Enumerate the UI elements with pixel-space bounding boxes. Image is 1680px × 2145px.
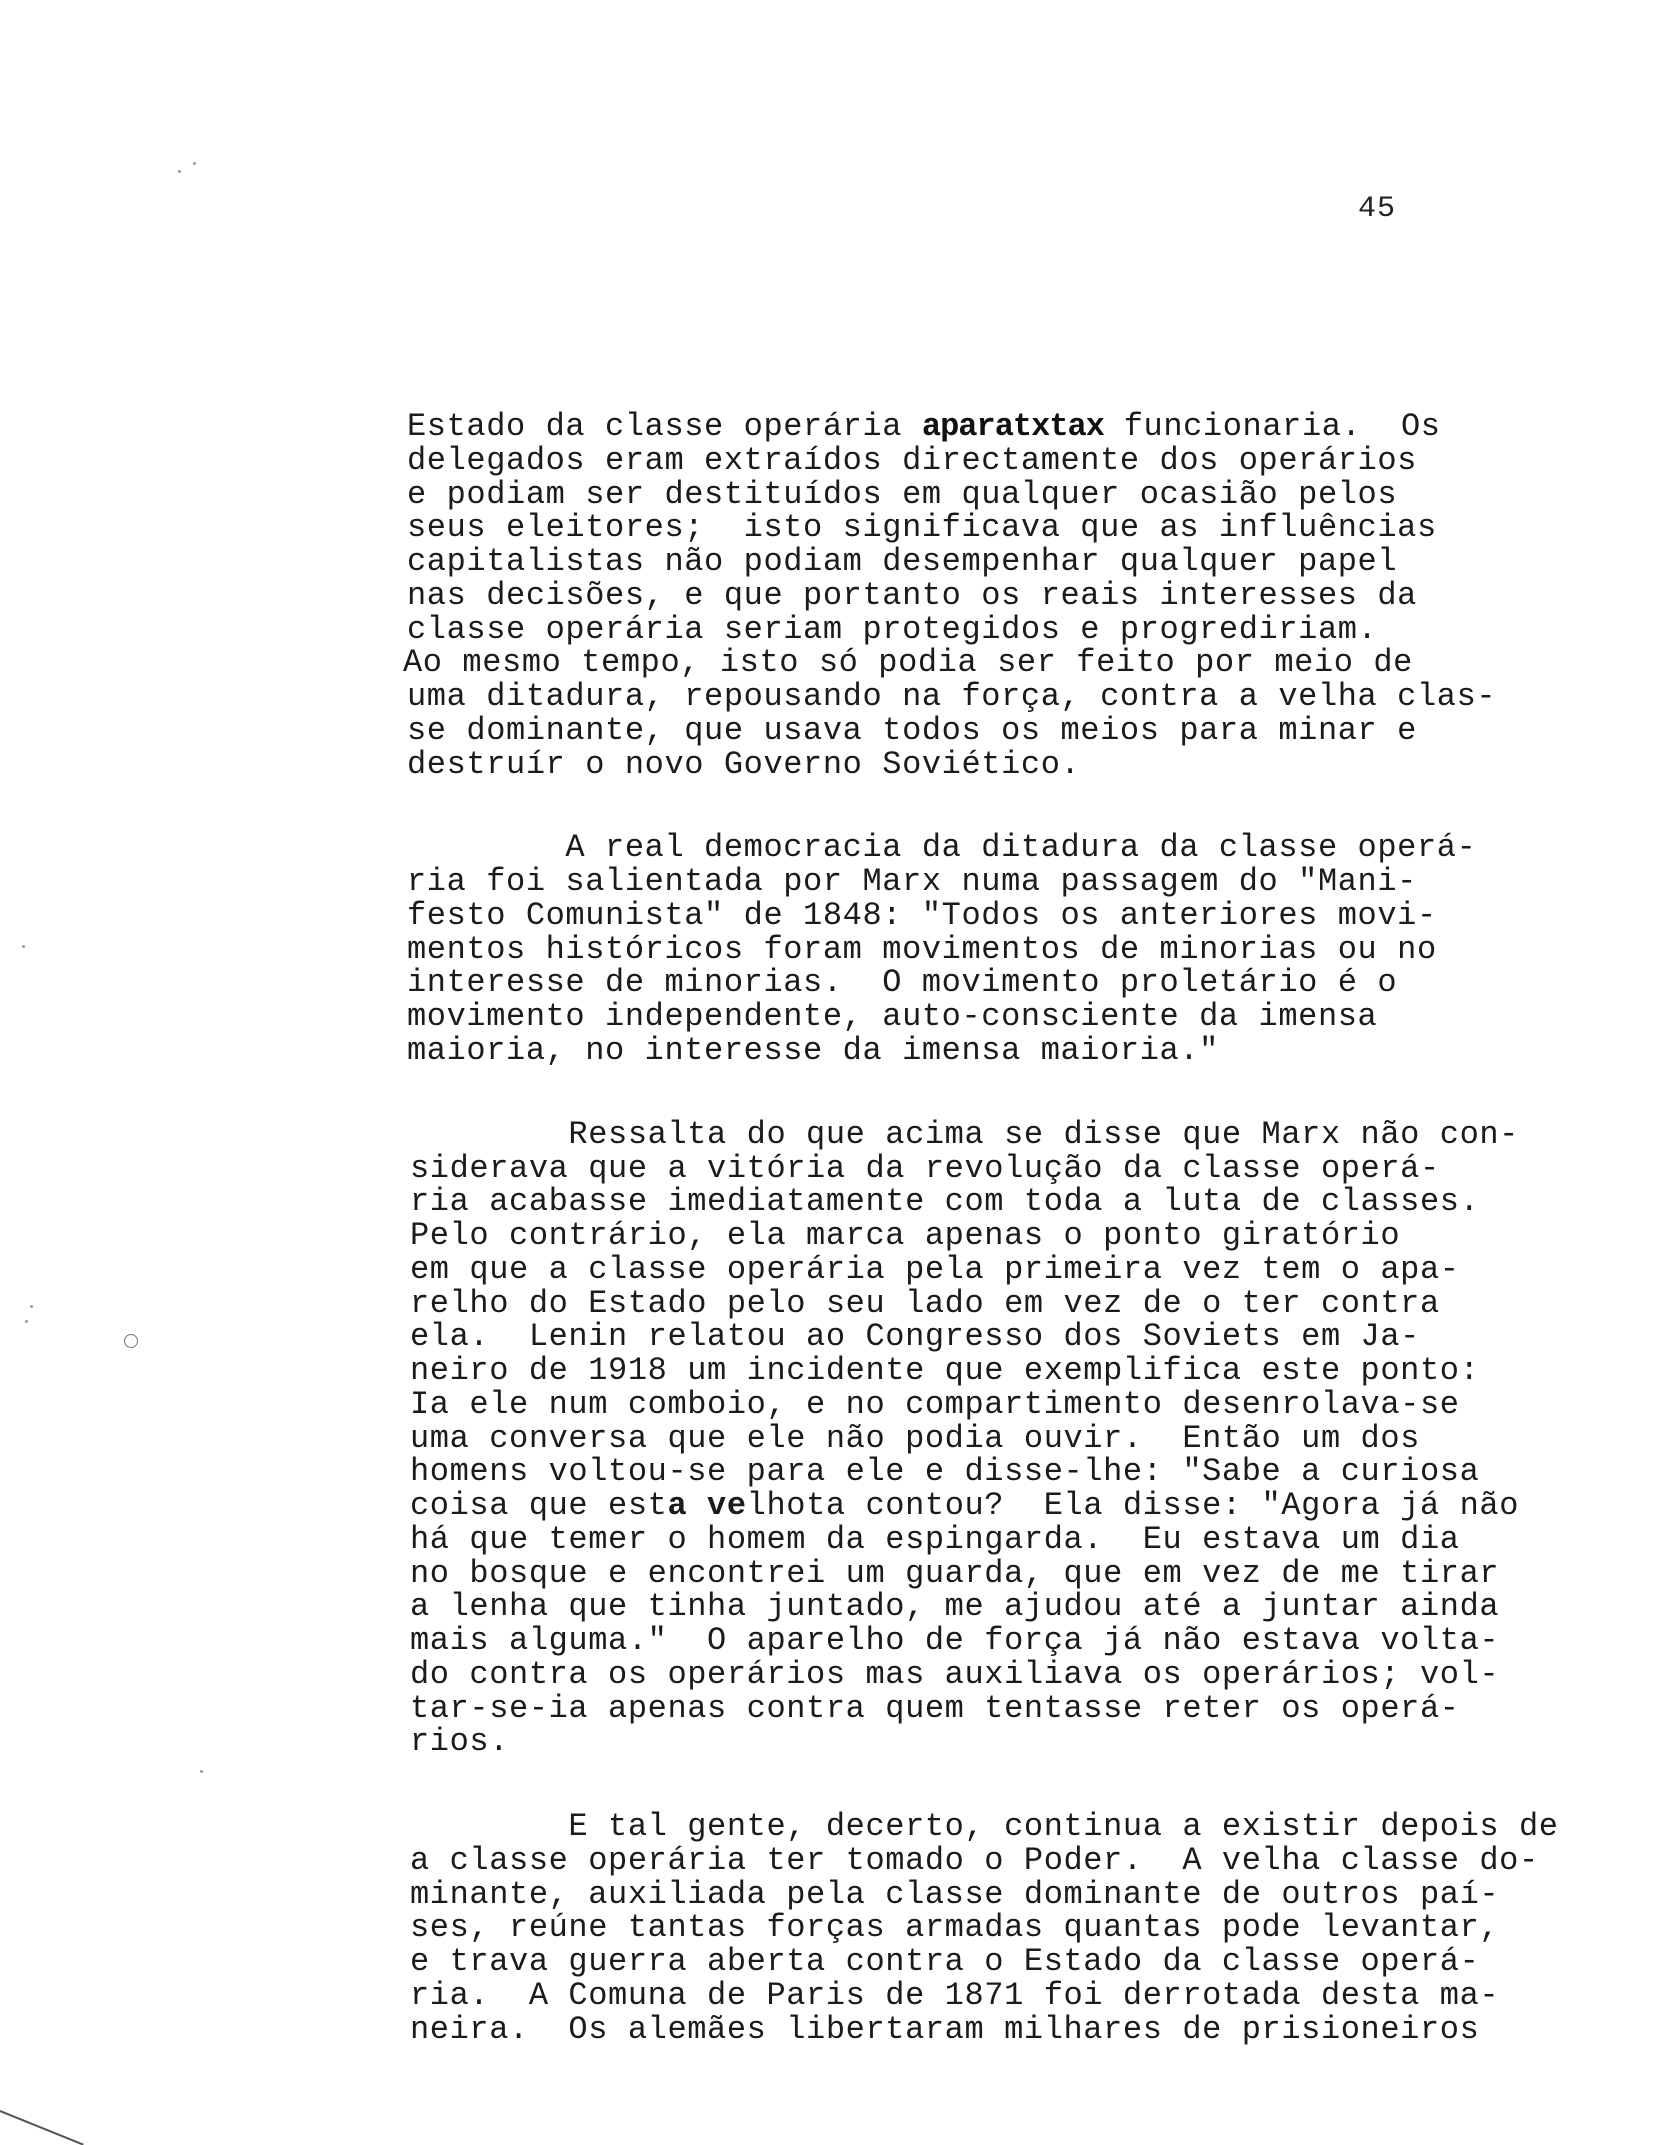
text-line: delegados eram extraídos directamente dos operários xyxy=(407,442,1417,479)
text-line: Ia ele num comboio, e no compartimento desenrolava-se xyxy=(410,1386,1460,1423)
scan-speck xyxy=(178,170,181,173)
scan-speck xyxy=(200,1770,203,1773)
text-line: siderava que a vitória da revolução da classe operá- xyxy=(410,1150,1440,1187)
text-line: festo Comunista" de 1848: "Todos os anteriores movi- xyxy=(407,897,1437,934)
text-line: Pelo contrário, ela marca apenas o ponto giratório xyxy=(410,1217,1401,1254)
text-line: em que a classe operária pela primeira vez tem o apa- xyxy=(410,1251,1460,1288)
text-line: homens voltou-se para ele e disse-lhe: "Sabe a curiosa xyxy=(410,1453,1480,1490)
scan-speck xyxy=(25,1320,28,1323)
text-line: tar-se-ia apenas contra quem tentasse reter os operá- xyxy=(410,1690,1460,1727)
text-line: minante, auxiliada pela classe dominante de outros paí- xyxy=(410,1876,1500,1913)
overtyped-letters: a ve xyxy=(667,1487,747,1524)
text-line xyxy=(407,410,1441,444)
text-line xyxy=(410,1489,1519,1523)
text-line: E tal gente, decerto, continua a existir depois de xyxy=(410,1808,1559,1845)
text-line: capitalistas não podiam desempenhar qualquer papel xyxy=(407,543,1398,580)
text-line: mentos históricos foram movimentos de minorias ou no xyxy=(407,931,1437,968)
text-line: uma ditadura, repousando na força, contra a velha clas- xyxy=(407,678,1497,715)
text-line: ria. A Comuna de Paris de 1871 foi derrotada desta ma- xyxy=(410,1977,1500,2014)
text-line: ela. Lenin relatou ao Congresso dos Soviets em Ja- xyxy=(410,1318,1420,1355)
text-line: há que temer o homem da espingarda. Eu estava um dia xyxy=(410,1521,1460,1558)
text-line: classe operária seriam protegidos e progrediriam. xyxy=(407,611,1378,648)
text-line: mais alguma." O aparelho de força já não estava volta- xyxy=(410,1622,1500,1659)
scan-speck xyxy=(30,1305,33,1308)
text-line: no bosque e encontrei um guarda, que em vez de me tirar xyxy=(410,1555,1500,1592)
scan-speck xyxy=(193,162,196,165)
text-line: e trava guerra aberta contra o Estado da classe operá- xyxy=(410,1943,1480,1980)
text-line: A real democracia da ditadura da classe operá- xyxy=(407,829,1477,866)
text-line: ses, reúne tantas forças armadas quantas pode levantar, xyxy=(410,1909,1500,1946)
text-line: e podiam ser destituídos em qualquer ocasião pelos xyxy=(407,476,1398,513)
scan-speck xyxy=(22,945,25,948)
text-line: Ressalta do que acima se disse que Marx não con- xyxy=(410,1116,1519,1153)
text-line: neiro de 1918 um incidente que exemplifica este ponto: xyxy=(410,1352,1480,1389)
text-line: interesse de minorias. O movimento proletário é o xyxy=(407,964,1398,1001)
text-line: seus eleitores; isto significava que as influências xyxy=(407,509,1437,546)
text-line: relho do Estado pelo seu lado em vez de o ter contra xyxy=(410,1285,1440,1322)
text-line: se dominante, que usava todos os meios para minar e xyxy=(407,712,1417,749)
line-text: lhota contou? Ela disse: "Agora já não xyxy=(746,1487,1519,1524)
text-line: do contra os operários mas auxiliava os operários; vol- xyxy=(410,1656,1500,1693)
text-line: maioria, no interesse da imensa maioria." xyxy=(407,1032,1219,1069)
text-line: a lenha que tinha juntado, me ajudou até a juntar ainda xyxy=(410,1588,1500,1625)
text-line: movimento independente, auto-consciente da imensa xyxy=(407,998,1378,1035)
text-line: rios. xyxy=(410,1723,510,1760)
text-line: neira. Os alemães libertaram milhares de prisioneiros xyxy=(410,2011,1480,2048)
punch-hole-mark xyxy=(124,1334,138,1348)
text-line: a classe operária ter tomado o Poder. A velha classe do- xyxy=(410,1842,1539,1879)
text-line: ria acabasse imediatamente com toda a luta de classes. xyxy=(410,1183,1480,1220)
line-text: funcionaria. Os xyxy=(1103,408,1441,445)
line-text: coisa que est xyxy=(410,1487,668,1524)
text-line: destruír o novo Governo Soviético. xyxy=(407,746,1081,783)
scan-edge-line xyxy=(0,2110,84,2145)
text-line: ria foi salientada por Marx numa passagem do "Mani- xyxy=(407,863,1417,900)
text-line: uma conversa que ele não podia ouvir. Então um dos xyxy=(410,1420,1420,1457)
struck-out-word: aparatxtax xyxy=(921,408,1104,445)
page-number: 45 xyxy=(1358,192,1397,226)
text-line: Ao mesmo tempo, isto só podia ser feito por meio de xyxy=(403,644,1413,681)
line-text: Estado da classe operária xyxy=(407,408,922,445)
text-line: nas decisões, e que portanto os reais interesses da xyxy=(407,577,1417,614)
